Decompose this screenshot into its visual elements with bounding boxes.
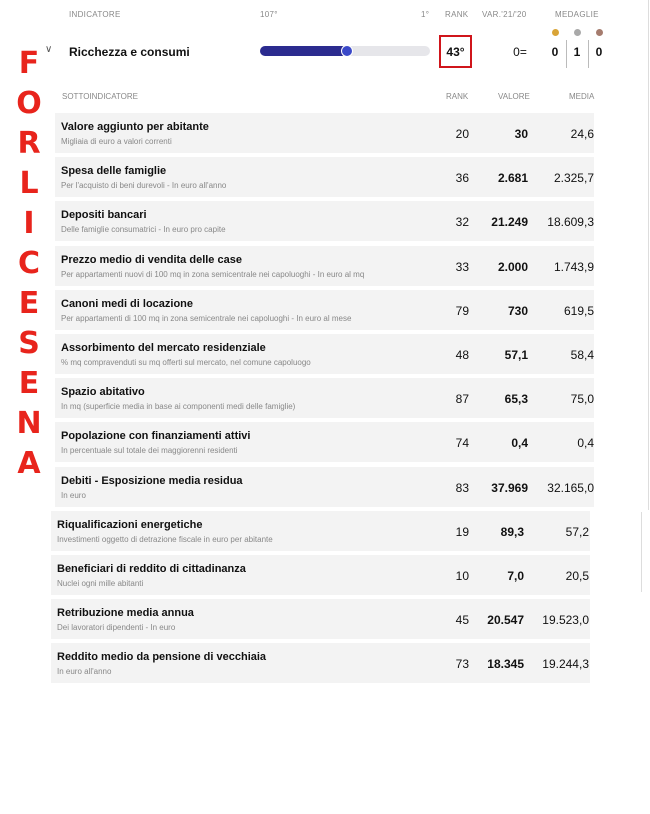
summary-rank-highlight: 43° bbox=[439, 35, 472, 68]
row-value: 37.969 bbox=[491, 480, 528, 495]
row-title: Spazio abitativo bbox=[61, 386, 145, 399]
row-value: 2.681 bbox=[497, 171, 528, 186]
silver-medal-count: 1 bbox=[573, 45, 581, 59]
table-row[interactable] bbox=[51, 555, 590, 595]
row-title: Assorbimento del mercato residenziale bbox=[61, 342, 266, 354]
row-value: 30 bbox=[514, 127, 528, 141]
row-title: Debiti - Esposizione media residua bbox=[61, 474, 243, 487]
row-title: Valore aggiunto per abitante bbox=[61, 121, 209, 133]
chevron-down-icon[interactable]: ∨ bbox=[45, 44, 53, 55]
row-value: 18.345 bbox=[487, 657, 524, 672]
row-average: 57,2 bbox=[565, 524, 589, 539]
column-header-media: MEDIA bbox=[569, 92, 595, 101]
row-description: % mq compravenduti su mq offerti sul mercato, nel comune capoluogo bbox=[61, 358, 311, 367]
row-title: Retribuzione media annua bbox=[57, 607, 194, 620]
row-value: 7,0 bbox=[507, 569, 524, 583]
table-row[interactable] bbox=[55, 334, 594, 374]
city-letter: I bbox=[23, 206, 35, 241]
gold-medal-count: 0 bbox=[551, 45, 559, 59]
row-average: 1.743,9 bbox=[553, 259, 594, 274]
row-rank: 10 bbox=[455, 569, 469, 583]
bronze-medal-count: 0 bbox=[595, 45, 603, 59]
row-average: 619,5 bbox=[563, 303, 594, 318]
row-description: Per appartamenti di 100 mq in zona semicentrale nei capoluoghi - In euro al mese bbox=[61, 313, 352, 323]
row-average: 18.609,3 bbox=[547, 215, 594, 230]
row-rank: 32 bbox=[455, 215, 469, 230]
row-rank: 20 bbox=[455, 127, 469, 141]
summary-variation: 0= bbox=[513, 45, 527, 59]
row-value: 730 bbox=[507, 303, 528, 318]
medal-divider bbox=[588, 40, 589, 68]
rank-progress-fill bbox=[260, 46, 347, 56]
row-title: Prezzo medio di vendita delle case bbox=[61, 253, 242, 266]
city-letter: S bbox=[18, 326, 40, 361]
row-average: 19.244,3 bbox=[542, 657, 589, 672]
row-description: In euro all'anno bbox=[57, 667, 112, 677]
table-row[interactable] bbox=[55, 467, 594, 507]
city-letter: A bbox=[17, 446, 41, 481]
row-title: Canoni medi di locazione bbox=[61, 297, 194, 310]
table-row[interactable] bbox=[55, 378, 594, 418]
row-value: 20.547 bbox=[487, 613, 524, 628]
table-row[interactable] bbox=[51, 599, 590, 639]
row-rank: 74 bbox=[455, 436, 469, 451]
rank-progress-bar bbox=[260, 46, 430, 56]
column-header-rank: RANK bbox=[445, 10, 469, 19]
row-rank: 19 bbox=[455, 524, 469, 539]
bronze-medal-icon bbox=[596, 29, 603, 36]
row-title: Reddito medio da pensione di vecchiaia bbox=[57, 651, 267, 664]
row-title: Depositi bancari bbox=[61, 209, 147, 222]
row-average: 24,6 bbox=[570, 127, 594, 141]
panel-edge bbox=[648, 0, 649, 510]
range-high-label: 1° bbox=[421, 10, 430, 19]
row-title: Riqualificazioni energetiche bbox=[57, 518, 203, 531]
panel-edge bbox=[641, 512, 642, 592]
column-header-indicatore: INDICATORE bbox=[69, 10, 121, 19]
row-description: Migliaia di euro a valori correnti bbox=[61, 137, 172, 146]
table-row[interactable] bbox=[51, 511, 590, 551]
table-row[interactable] bbox=[55, 113, 594, 153]
city-letter: L bbox=[19, 166, 39, 201]
row-rank: 83 bbox=[455, 480, 469, 495]
city-letter: O bbox=[16, 86, 42, 121]
row-title: Popolazione con finanziamenti attivi bbox=[61, 430, 251, 443]
row-description: Nuclei ogni mille abitanti bbox=[57, 579, 144, 588]
table-row[interactable] bbox=[55, 290, 594, 330]
city-letter: R bbox=[17, 126, 41, 161]
row-average: 19.523,0 bbox=[542, 613, 589, 628]
row-rank: 48 bbox=[455, 348, 469, 362]
row-rank: 45 bbox=[455, 613, 469, 628]
medal-divider bbox=[566, 40, 567, 68]
row-description: Per appartamenti nuovi di 100 mq in zona semicentrale nei capoluoghi - In euro al mq bbox=[61, 269, 365, 279]
row-description: Delle famiglie consumatrici - In euro pro capite bbox=[61, 225, 226, 235]
row-rank: 36 bbox=[455, 171, 469, 186]
row-rank: 33 bbox=[455, 259, 469, 274]
column-header-valore: VALORE bbox=[498, 92, 530, 101]
column-header-sottoindicatore: SOTTOINDICATORE bbox=[62, 92, 139, 101]
row-rank: 79 bbox=[455, 303, 469, 318]
row-average: 32.165,0 bbox=[547, 480, 594, 495]
gold-medal-icon bbox=[552, 29, 559, 36]
row-value: 21.249 bbox=[491, 215, 528, 230]
city-letter: E bbox=[18, 286, 40, 321]
row-value: 2.000 bbox=[497, 259, 528, 274]
row-description: In mq (superficie media in base ai componenti medi delle famiglie) bbox=[61, 402, 296, 412]
row-rank: 87 bbox=[455, 392, 469, 407]
row-description: Per l'acquisto di beni durevoli - In euro all'anno bbox=[61, 181, 227, 191]
row-value: 89,3 bbox=[500, 524, 524, 539]
row-rank: 73 bbox=[455, 657, 469, 672]
column-header-medaglie: MEDAGLIE bbox=[555, 10, 599, 19]
row-description: Dei lavoratori dipendenti - In euro bbox=[57, 623, 176, 633]
table-row[interactable] bbox=[55, 201, 594, 241]
row-description: In euro bbox=[61, 490, 86, 500]
city-letter: E bbox=[18, 366, 40, 401]
row-average: 58,4 bbox=[570, 348, 594, 362]
row-description: In percentuale sul totale dei maggiorenni residenti bbox=[61, 446, 238, 456]
row-average: 0,4 bbox=[577, 436, 594, 451]
silver-medal-icon bbox=[574, 29, 581, 36]
rank-progress-knob bbox=[341, 45, 353, 57]
city-letter: N bbox=[16, 406, 42, 441]
table-row[interactable] bbox=[55, 246, 594, 286]
row-value: 57,1 bbox=[504, 348, 528, 362]
indicator-title[interactable]: Ricchezza e consumi bbox=[69, 45, 190, 59]
column-header-var: VAR.'21/'20 bbox=[482, 10, 527, 19]
row-title: Beneficiari di reddito di cittadinanza bbox=[57, 563, 246, 575]
row-value: 0,4 bbox=[511, 436, 528, 451]
row-average: 75,0 bbox=[570, 392, 594, 407]
table-row[interactable] bbox=[55, 422, 594, 462]
table-row[interactable] bbox=[51, 643, 590, 683]
column-header-rank-sub: RANK bbox=[446, 92, 469, 101]
row-value: 65,3 bbox=[504, 392, 528, 407]
table-row[interactable] bbox=[55, 157, 594, 197]
row-average: 20,5 bbox=[565, 569, 589, 583]
row-average: 2.325,7 bbox=[553, 171, 594, 186]
range-low-label: 107° bbox=[260, 10, 278, 19]
row-title: Spesa delle famiglie bbox=[61, 165, 167, 178]
city-letter: C bbox=[17, 246, 41, 281]
row-description: Investimenti oggetto di detrazione fiscale in euro per abitante bbox=[57, 534, 273, 544]
city-letter: F bbox=[18, 46, 40, 81]
